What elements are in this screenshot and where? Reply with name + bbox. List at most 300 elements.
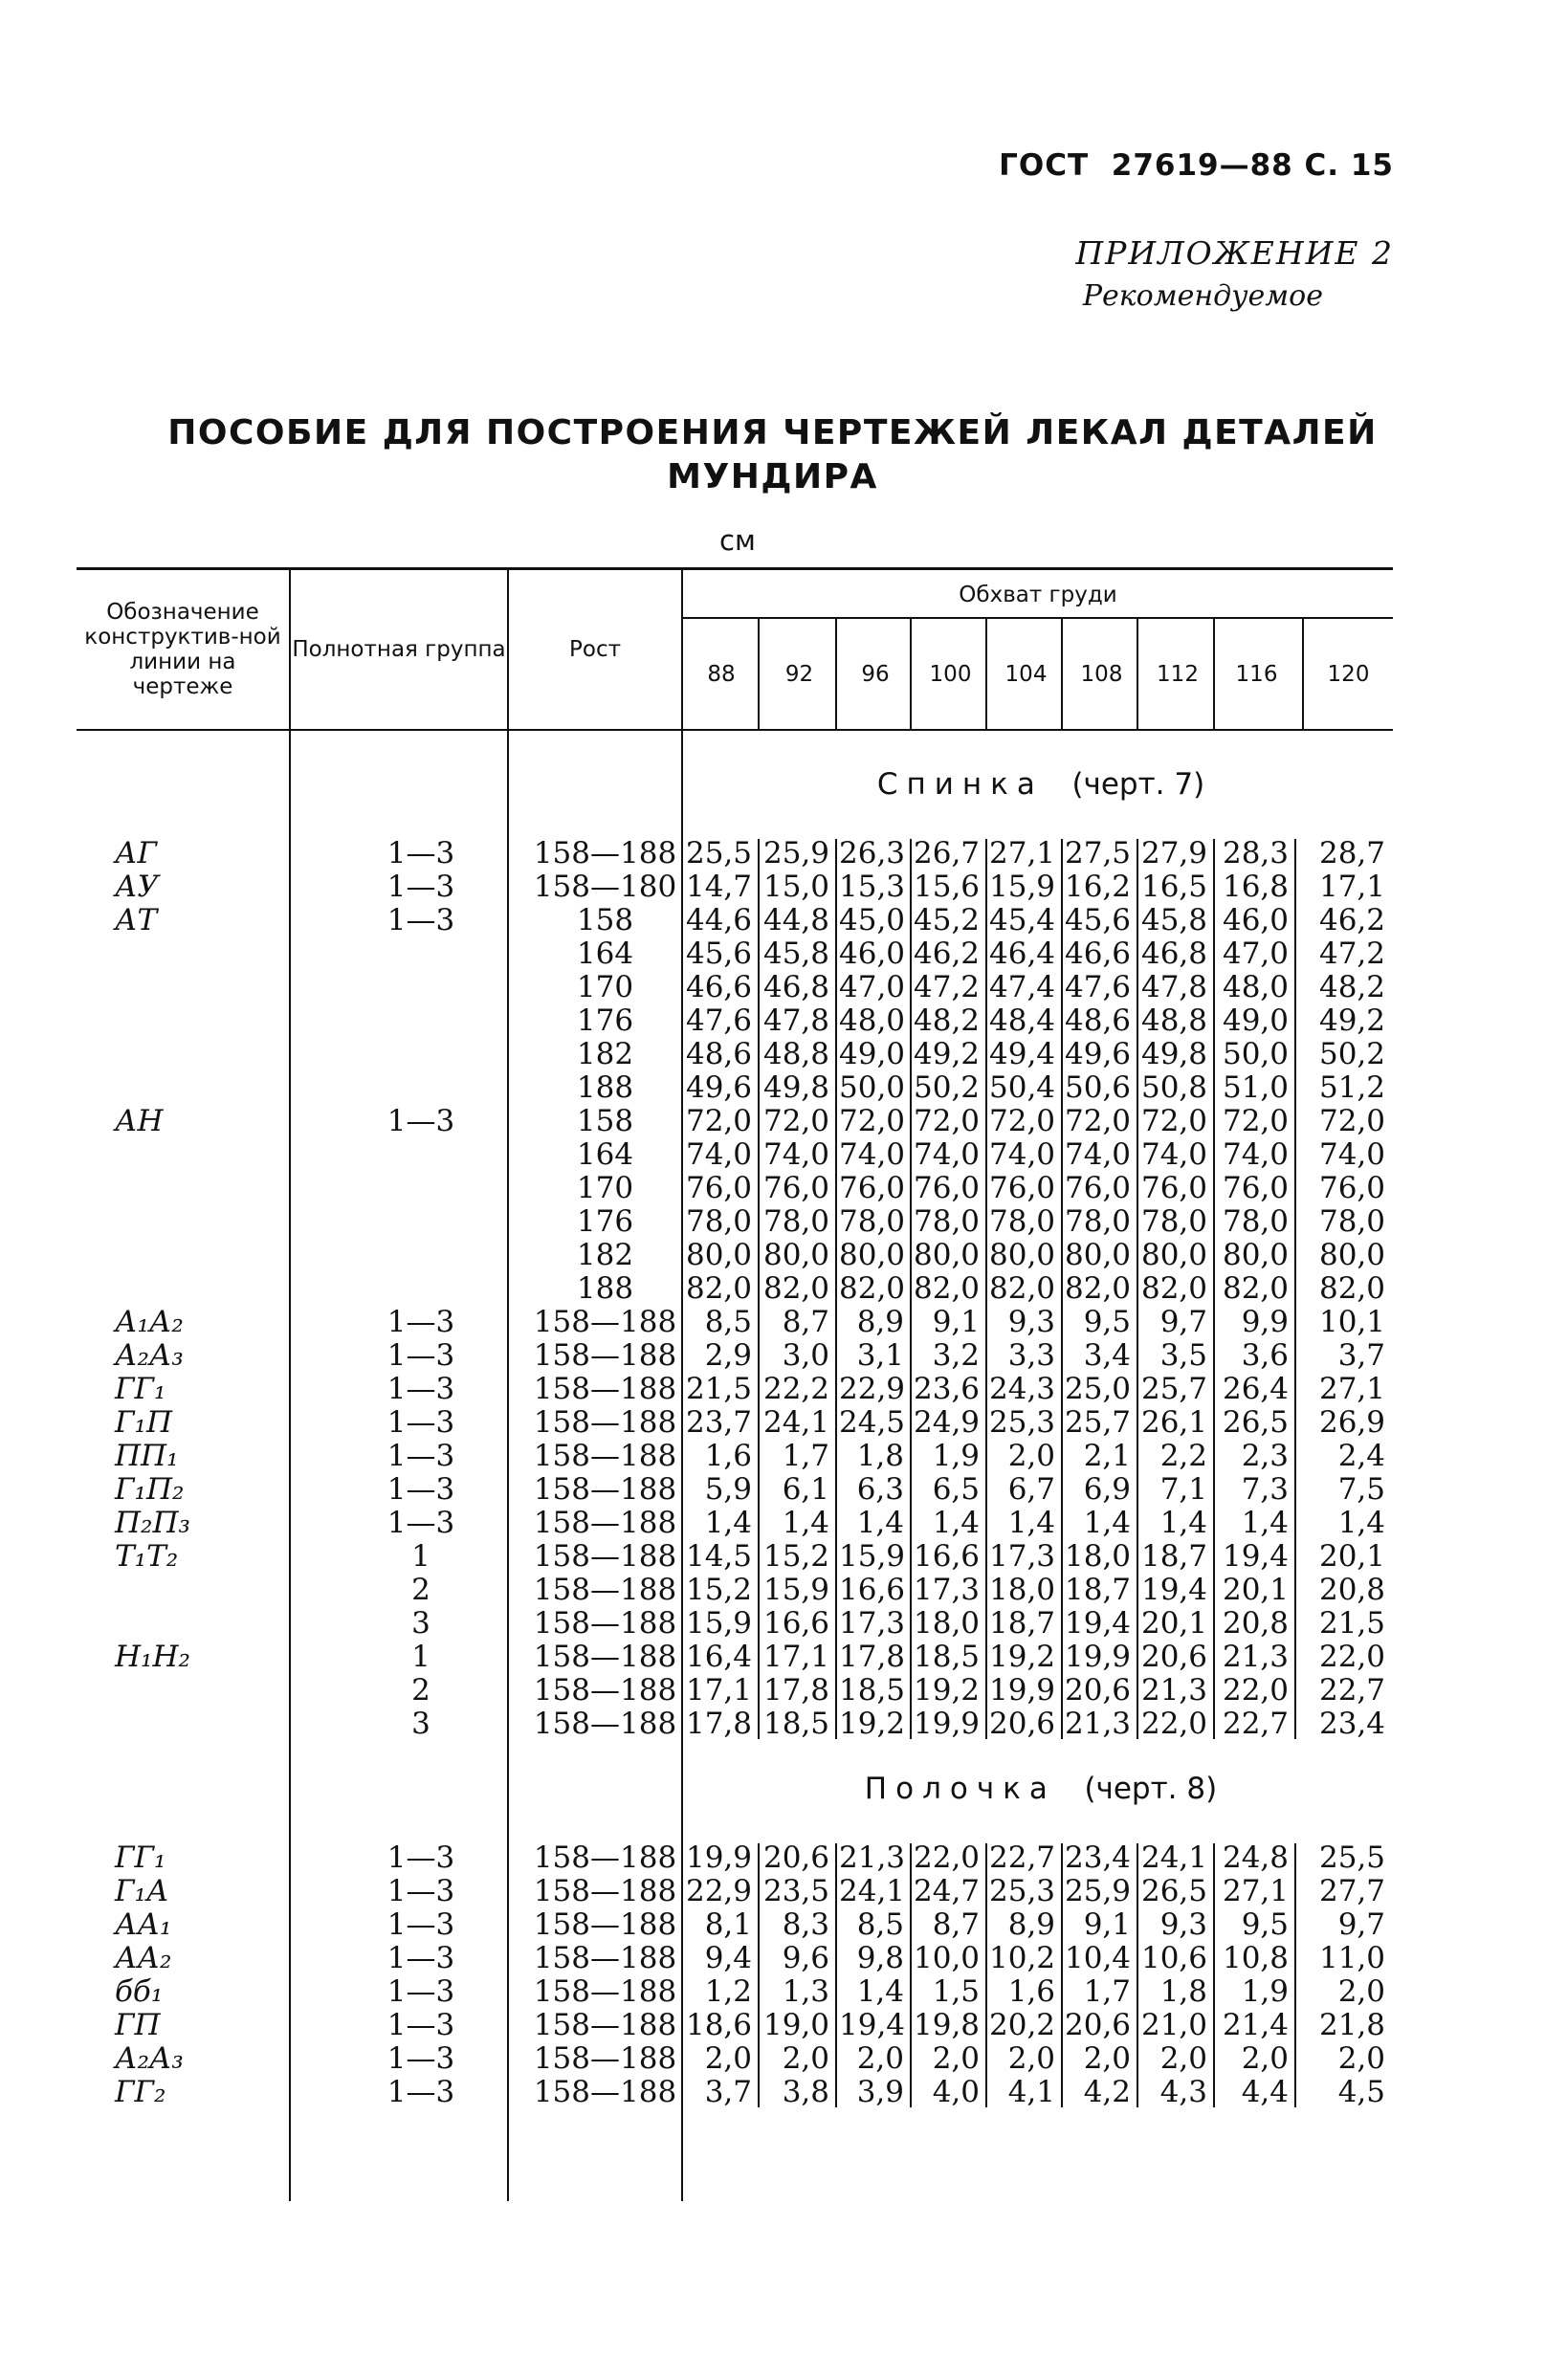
value-cell: 20,8 [1222,1606,1289,1641]
value-cell: 45,2 [914,903,981,937]
appendix-note: Рекомендуемое [1082,279,1323,313]
page-title: ПОСОБИЕ ДЛЯ ПОСТРОЕНИЯ ЧЕРТЕЖЕЙ ЛЕКАЛ ДЕТАЛЕЙ [167,413,1378,452]
value-cell: 20,6 [989,1707,1056,1741]
value-cell: 2,0 [1241,2041,1289,2076]
value-cell: 7,5 [1337,1472,1385,1507]
value-cell: 26,5 [1140,1874,1207,1908]
value-cell: 48,6 [685,1037,752,1071]
value-cell: 76,0 [685,1171,752,1205]
value-cell: 72,0 [685,1104,752,1138]
value-cell: 27,1 [1318,1372,1385,1406]
table-row [0,1507,1545,1540]
designation-cell: П₂П₃ [115,1506,190,1540]
value-cell: 49,8 [1140,1037,1207,1071]
value-cell: 6,3 [856,1472,904,1507]
value-cell: 18,0 [1065,1539,1132,1574]
document-header: ГОСТ 27619—88 С. 15 [999,148,1394,183]
header-bottom-rule [77,729,1393,731]
value-cell: 46,6 [1065,937,1132,971]
value-cell: 21,3 [1222,1640,1289,1674]
table-row [0,870,1545,904]
group-cell: 2 [411,1673,430,1708]
value-cell: 19,2 [839,1707,906,1741]
height-cell: 158—188 [533,1573,677,1607]
value-cell: 19,4 [1065,1606,1132,1641]
value-cell: 50,4 [989,1070,1056,1105]
group-cell: 1—3 [386,1840,455,1875]
table-row [0,904,1545,937]
value-cell: 2,4 [1337,1439,1385,1473]
value-cell: 2,0 [704,2041,752,2076]
value-cell: 28,7 [1318,836,1385,870]
value-cell: 8,3 [782,1907,829,1942]
table-row [0,1205,1545,1239]
height-cell: 158 [576,1104,634,1138]
value-cell: 80,0 [1140,1238,1207,1272]
value-cell: 72,0 [1318,1104,1385,1138]
value-cell: 2,0 [1083,2041,1131,2076]
value-cell: 27,7 [1318,1874,1385,1908]
value-cell: 1,6 [1007,1974,1055,2009]
value-cell: 3,6 [1241,1338,1289,1373]
group-cell: 1—3 [386,2008,455,2042]
value-cell: 24,8 [1222,1840,1289,1875]
appendix-label: ПРИЛОЖЕНИЕ 2 [1075,234,1394,272]
value-cell: 2,3 [1241,1439,1289,1473]
value-cell: 19,9 [1065,1640,1132,1674]
value-cell: 48,8 [762,1037,829,1071]
value-cell: 9,3 [1007,1305,1055,1339]
value-cell: 46,4 [989,937,1056,971]
value-cell: 21,5 [685,1372,752,1406]
value-cell: 72,0 [839,1104,906,1138]
value-cell: 82,0 [914,1271,981,1306]
value-cell: 47,0 [839,970,906,1004]
height-cell: 158—188 [533,1405,677,1440]
value-cell: 21,8 [1318,2008,1385,2042]
chest-size-header: 108 [1080,662,1123,687]
value-cell: 50,6 [1065,1070,1132,1105]
value-cell: 1,4 [704,1506,752,1540]
chest-size-header: 100 [929,662,972,687]
value-cell: 80,0 [1318,1238,1385,1272]
designation-cell: АУ [115,870,159,904]
designation-cell: ГГ₁ [115,1840,166,1875]
value-cell: 2,0 [1007,1439,1055,1473]
group-cell: 1—3 [386,1506,455,1540]
value-cell: 24,1 [762,1405,829,1440]
value-cell: 19,8 [914,2008,981,2042]
chest-size-header: 92 [784,662,814,687]
table-row [0,1373,1545,1406]
value-cell: 74,0 [1065,1137,1132,1172]
value-cell: 49,2 [914,1037,981,1071]
value-cell: 1,7 [1083,1974,1131,2009]
value-cell: 19,9 [685,1840,752,1875]
value-cell: 74,0 [839,1137,906,1172]
value-cell: 4,1 [1007,2075,1055,2109]
height-cell: 158—188 [533,1606,677,1641]
designation-cell: Г₁П [115,1405,172,1440]
value-cell: 8,9 [1007,1907,1055,1942]
value-cell: 76,0 [1318,1171,1385,1205]
value-cell: 9,4 [704,1941,752,1975]
height-cell: 158—188 [533,1874,677,1908]
chest-size-header: 116 [1235,662,1278,687]
designation-cell: АГ [115,836,158,870]
value-cell: 20,1 [1318,1539,1385,1574]
unit-label: см [719,524,756,557]
value-cell: 49,8 [762,1070,829,1105]
value-cell: 45,6 [1065,903,1132,937]
value-cell: 18,5 [914,1640,981,1674]
value-cell: 3,7 [1337,1338,1385,1373]
value-cell: 20,6 [1140,1640,1207,1674]
header-height: Рост [569,637,621,662]
value-cell: 1,5 [932,1974,980,2009]
value-cell: 82,0 [685,1271,752,1306]
value-cell: 44,8 [762,903,829,937]
group-cell: 1—3 [386,2075,455,2109]
height-cell: 158—188 [533,1338,677,1373]
height-cell: 158—188 [533,2075,677,2109]
designation-cell: А₁А₂ [115,1305,184,1339]
value-cell: 9,7 [1159,1305,1207,1339]
value-cell: 10,4 [1065,1941,1132,1975]
value-cell: 19,4 [1140,1573,1207,1607]
value-cell: 21,5 [1318,1606,1385,1641]
page-title-line2: МУНДИРА [667,457,878,496]
height-cell: 182 [576,1238,634,1272]
value-cell: 22,0 [1140,1707,1207,1741]
table-row [0,1105,1545,1138]
value-cell: 14,5 [685,1539,752,1574]
value-cell: 23,6 [914,1372,981,1406]
value-cell: 76,0 [1140,1171,1207,1205]
chest-size-header: 120 [1327,662,1370,687]
value-cell: 46,0 [1222,903,1289,937]
value-cell: 1,4 [782,1506,829,1540]
table-row [0,1272,1545,1306]
value-cell: 26,9 [1318,1405,1385,1440]
value-cell: 72,0 [914,1104,981,1138]
value-cell: 4,0 [932,2075,980,2109]
value-cell: 18,5 [839,1673,906,1708]
value-cell: 22,7 [1222,1707,1289,1741]
group-cell: 1—3 [386,1874,455,1908]
value-cell: 24,1 [839,1874,906,1908]
value-cell: 16,6 [762,1606,829,1641]
value-cell: 3,9 [856,2075,904,2109]
chest-header-rule [681,617,1393,619]
value-cell: 47,4 [989,970,1056,1004]
value-cell: 47,0 [1222,937,1289,971]
value-cell: 51,2 [1318,1070,1385,1105]
value-cell: 76,0 [1222,1171,1289,1205]
height-cell: 188 [576,1070,634,1105]
designation-cell: Н₁Н₂ [115,1640,190,1674]
height-cell: 182 [576,1037,634,1071]
value-cell: 48,0 [839,1003,906,1038]
value-cell: 22,7 [989,1840,1056,1875]
header-group: Полнотная группа [292,637,506,662]
value-cell: 46,2 [1318,903,1385,937]
value-cell: 49,6 [685,1070,752,1105]
height-cell: 158—188 [533,2041,677,2076]
value-cell: 76,0 [1065,1171,1132,1205]
value-cell: 20,1 [1140,1606,1207,1641]
value-cell: 1,4 [1337,1506,1385,1540]
value-cell: 76,0 [914,1171,981,1205]
value-cell: 26,1 [1140,1405,1207,1440]
value-cell: 3,2 [932,1338,980,1373]
value-cell: 14,7 [685,870,752,904]
value-cell: 3,0 [782,1338,829,1373]
value-cell: 19,2 [914,1673,981,1708]
value-cell: 22,0 [1222,1673,1289,1708]
designation-cell: ПП₁ [115,1439,179,1473]
value-cell: 76,0 [839,1171,906,1205]
column-divider [910,619,912,729]
value-cell: 27,9 [1140,836,1207,870]
designation-cell: бб₁ [115,1974,164,2009]
column-divider [1137,619,1138,729]
height-cell: 158—188 [533,1673,677,1708]
table-row [0,2009,1545,2042]
group-cell: 3 [411,1707,430,1741]
value-cell: 48,2 [1318,970,1385,1004]
value-cell: 74,0 [685,1137,752,1172]
value-cell: 2,0 [856,2041,904,2076]
value-cell: 15,9 [685,1606,752,1641]
table-row [0,1607,1545,1641]
value-cell: 72,0 [762,1104,829,1138]
value-cell: 16,2 [1065,870,1132,904]
value-cell: 17,8 [762,1673,829,1708]
height-cell: 158 [576,903,634,937]
value-cell: 20,8 [1318,1573,1385,1607]
value-cell: 1,6 [704,1439,752,1473]
value-cell: 45,8 [1140,903,1207,937]
value-cell: 1,8 [856,1439,904,1473]
value-cell: 82,0 [1065,1271,1132,1306]
group-cell: 2 [411,1573,430,1607]
value-cell: 23,4 [1318,1707,1385,1741]
height-cell: 158—180 [533,870,677,904]
value-cell: 26,3 [839,836,906,870]
value-cell: 74,0 [1140,1137,1207,1172]
value-cell: 2,0 [1159,2041,1207,2076]
value-cell: 25,7 [1065,1405,1132,1440]
value-cell: 78,0 [1140,1204,1207,1239]
value-cell: 46,2 [914,937,981,971]
value-cell: 18,7 [1065,1573,1132,1607]
value-cell: 46,8 [1140,937,1207,971]
value-cell: 82,0 [839,1271,906,1306]
height-cell: 176 [576,1204,634,1239]
value-cell: 1,4 [1007,1506,1055,1540]
value-cell: 49,6 [1065,1037,1132,1071]
height-cell: 158—188 [533,1305,677,1339]
value-cell: 72,0 [1140,1104,1207,1138]
table-row [0,1004,1545,1038]
value-cell: 48,0 [1222,970,1289,1004]
value-cell: 80,0 [762,1238,829,1272]
height-cell: 158—188 [533,1640,677,1674]
value-cell: 16,5 [1140,870,1207,904]
table-row [0,837,1545,870]
value-cell: 9,1 [1083,1907,1131,1942]
value-cell: 47,8 [762,1003,829,1038]
height-cell: 158—188 [533,1907,677,1942]
value-cell: 18,7 [989,1606,1056,1641]
value-cell: 2,0 [1007,2041,1055,2076]
value-cell: 50,2 [914,1070,981,1105]
value-cell: 80,0 [1222,1238,1289,1272]
value-cell: 74,0 [1222,1137,1289,1172]
value-cell: 3,8 [782,2075,829,2109]
value-cell: 15,2 [762,1539,829,1574]
value-cell: 82,0 [1140,1271,1207,1306]
value-cell: 50,0 [1222,1037,1289,1071]
value-cell: 3,4 [1083,1338,1131,1373]
designation-cell: ГП [115,2008,161,2042]
value-cell: 46,8 [762,970,829,1004]
value-cell: 1,4 [932,1506,980,1540]
value-cell: 21,3 [1065,1707,1132,1741]
value-cell: 17,1 [685,1673,752,1708]
value-cell: 74,0 [989,1137,1056,1172]
group-cell: 1—3 [386,2041,455,2076]
table-row [0,1641,1545,1674]
value-cell: 9,5 [1241,1907,1289,1942]
value-cell: 8,5 [704,1305,752,1339]
value-cell: 19,9 [989,1673,1056,1708]
value-cell: 23,7 [685,1405,752,1440]
group-cell: 1—3 [386,1907,455,1942]
value-cell: 18,5 [762,1707,829,1741]
value-cell: 82,0 [989,1271,1056,1306]
value-cell: 74,0 [914,1137,981,1172]
value-cell: 22,0 [1318,1640,1385,1674]
value-cell: 2,2 [1159,1439,1207,1473]
height-cell: 164 [576,937,634,971]
value-cell: 22,9 [839,1372,906,1406]
value-cell: 9,3 [1159,1907,1207,1942]
value-cell: 50,0 [839,1070,906,1105]
column-divider [985,619,987,729]
chest-size-header: 104 [1004,662,1048,687]
value-cell: 24,1 [1140,1840,1207,1875]
value-cell: 1,4 [856,1506,904,1540]
table-row [0,1674,1545,1708]
height-cell: 158—188 [533,1941,677,1975]
height-cell: 176 [576,1003,634,1038]
value-cell: 17,3 [914,1573,981,1607]
value-cell: 21,3 [1140,1673,1207,1708]
group-cell: 1—3 [386,1941,455,1975]
value-cell: 82,0 [1222,1271,1289,1306]
value-cell: 20,1 [1222,1573,1289,1607]
value-cell: 4,2 [1083,2075,1131,2109]
value-cell: 23,5 [762,1874,829,1908]
chest-size-header: 112 [1157,662,1199,687]
group-cell: 1—3 [386,1974,455,2009]
value-cell: 46,6 [685,970,752,1004]
value-cell: 16,4 [685,1640,752,1674]
value-cell: 80,0 [1065,1238,1132,1272]
table-row [0,2042,1545,2076]
value-cell: 9,7 [1337,1907,1385,1942]
value-cell: 45,8 [762,937,829,971]
value-cell: 1,4 [1241,1506,1289,1540]
designation-cell: ГГ₂ [115,2075,166,2109]
value-cell: 10,2 [989,1941,1056,1975]
height-cell: 158—188 [533,2008,677,2042]
value-cell: 48,2 [914,1003,981,1038]
value-cell: 4,4 [1241,2075,1289,2109]
height-cell: 158—188 [533,1707,677,1741]
value-cell: 8,5 [856,1907,904,1942]
height-cell: 158—188 [533,1840,677,1875]
value-cell: 8,9 [856,1305,904,1339]
group-cell: 1—3 [386,1405,455,1440]
group-cell: 3 [411,1606,430,1641]
value-cell: 19,0 [762,2008,829,2042]
value-cell: 20,2 [989,2008,1056,2042]
value-cell: 23,4 [1065,1840,1132,1875]
group-cell: 1—3 [386,836,455,870]
value-cell: 9,6 [782,1941,829,1975]
value-cell: 24,3 [989,1372,1056,1406]
value-cell: 21,3 [839,1840,906,1875]
value-cell: 1,9 [932,1439,980,1473]
value-cell: 24,7 [914,1874,981,1908]
value-cell: 1,8 [1159,1974,1207,2009]
value-cell: 16,6 [839,1573,906,1607]
table-top-rule [77,567,1393,570]
table-row [0,1540,1545,1574]
value-cell: 3,1 [856,1338,904,1373]
value-cell: 26,7 [914,836,981,870]
section-heading-polochka: Полочка (черт. 8) [864,1772,1218,1806]
value-cell: 80,0 [989,1238,1056,1272]
value-cell: 82,0 [1318,1271,1385,1306]
value-cell: 19,4 [1222,1539,1289,1574]
value-cell: 45,0 [839,903,906,937]
value-cell: 50,2 [1318,1037,1385,1071]
value-cell: 6,7 [1007,1472,1055,1507]
value-cell: 15,9 [839,1539,906,1574]
value-cell: 47,2 [1318,937,1385,971]
value-cell: 76,0 [762,1171,829,1205]
value-cell: 6,5 [932,1472,980,1507]
value-cell: 7,1 [1159,1472,1207,1507]
value-cell: 80,0 [685,1238,752,1272]
value-cell: 1,4 [1083,1506,1131,1540]
value-cell: 8,1 [704,1907,752,1942]
value-cell: 27,5 [1065,836,1132,870]
value-cell: 17,3 [989,1539,1056,1574]
value-cell: 45,6 [685,937,752,971]
designation-cell: А₂А₃ [115,1338,184,1373]
height-cell: 164 [576,1137,634,1172]
value-cell: 3,7 [704,2075,752,2109]
value-cell: 16,6 [914,1539,981,1574]
designation-cell: АТ [115,903,158,937]
designation-cell: А₂А₃ [115,2041,184,2076]
value-cell: 25,0 [1065,1372,1132,1406]
